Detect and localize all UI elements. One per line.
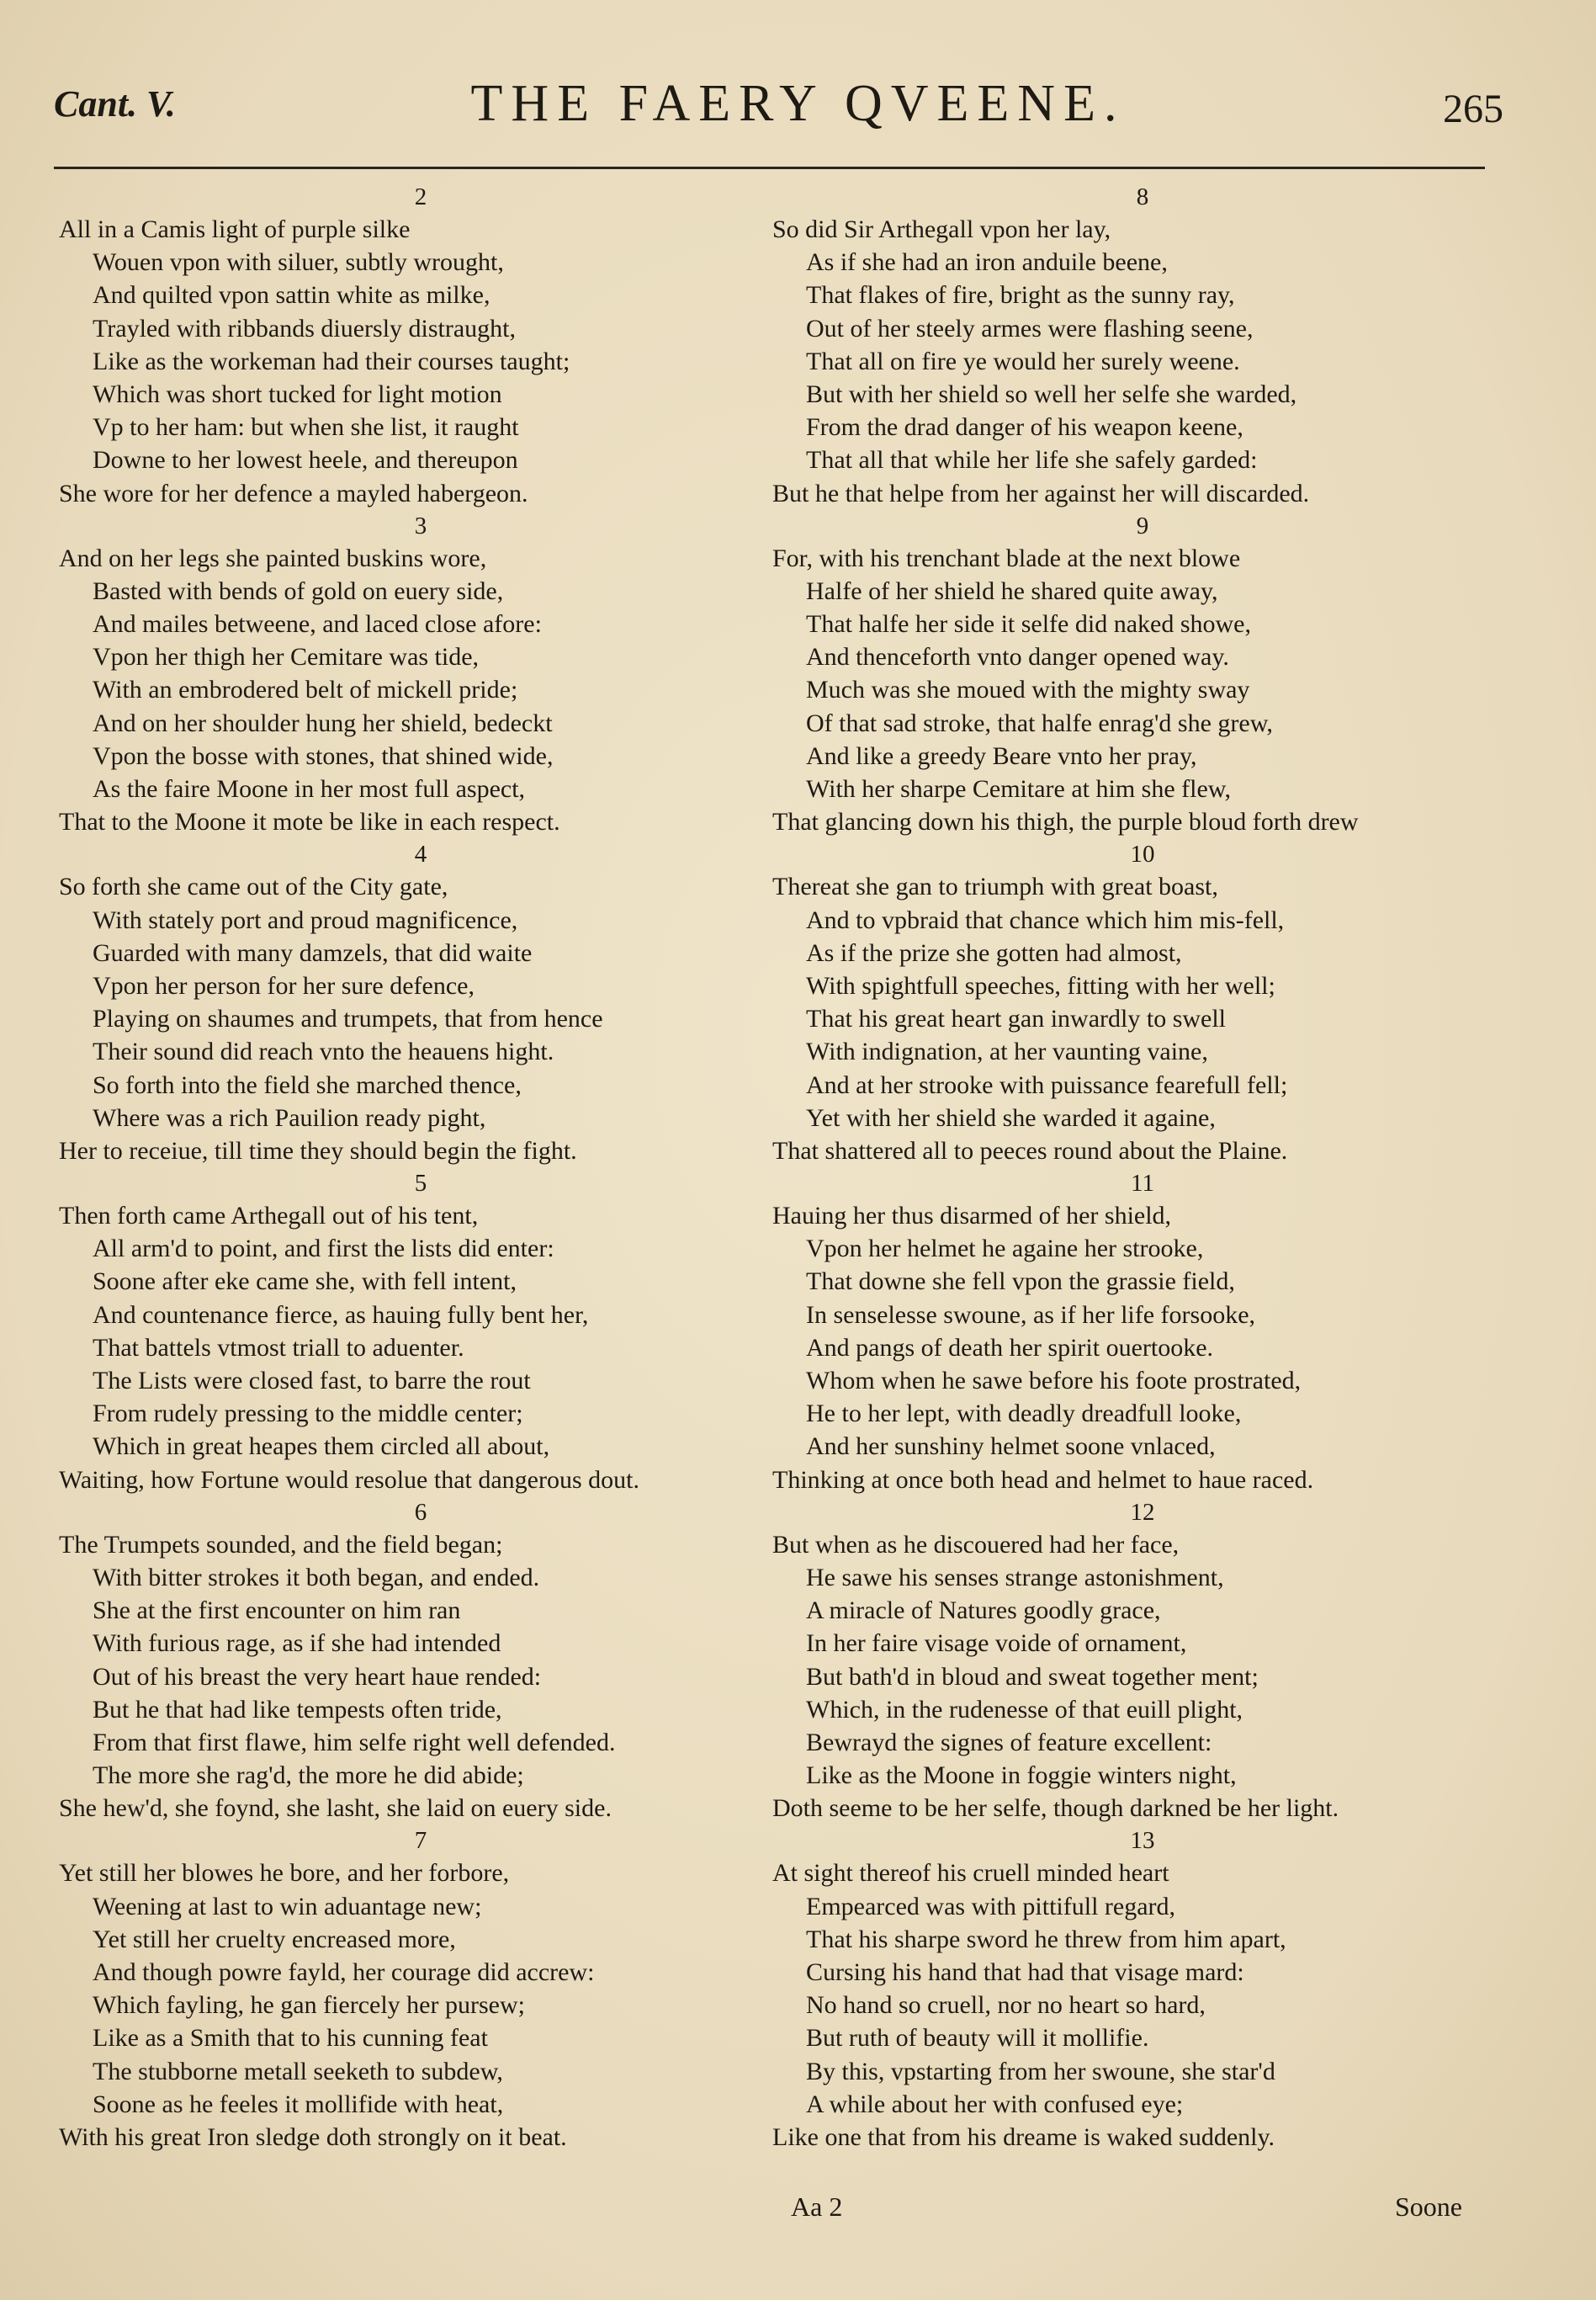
verse-line: In her faire visage voide of ornament, (806, 1629, 1187, 1658)
verse-line: Like as the Moone in foggie winters night, (806, 1761, 1237, 1790)
signature-mark: Aa 2 (791, 2191, 843, 2222)
verse-line: That all on fire ye would her surely weene. (806, 347, 1240, 375)
page-footer (0, 2191, 1596, 2234)
stanza-number: 2 (414, 183, 427, 210)
stanza (772, 1825, 1513, 2154)
verse-line: Their sound did reach vnto the heauens hight. (93, 1038, 554, 1066)
verse-line: And on her shoulder hung her shield, bedeckt (93, 709, 553, 737)
verse-line: Yet still her cruelty encreased more, (93, 1925, 456, 1953)
stanza-number: 4 (414, 841, 427, 868)
verse-line: Halfe of her shield he shared quite away, (806, 576, 1218, 605)
verse-line: That to the Moone it mote be like in each respect. (59, 808, 560, 837)
running-title: THE FAERY QVEENE. (470, 75, 1126, 132)
verse-line: A miracle of Natures goodly grace, (806, 1596, 1161, 1625)
verse-line: In senselesse swoune, as if her life forsooke, (806, 1300, 1256, 1329)
stanza-number: 11 (1131, 1170, 1154, 1198)
verse-line: Soone as he feeles it mollifide with heat, (93, 2090, 504, 2118)
verse-line: Guarded with many damzels, that did waite (93, 938, 533, 967)
verse-line: Like one that from his dreame is waked suddenly. (772, 2122, 1275, 2151)
verse-line: As if the prize she gotten had almost, (806, 938, 1182, 967)
catchword: Soone (1395, 2191, 1462, 2222)
verse-line: Of that sad stroke, that halfe enrag'd she grew, (806, 709, 1273, 737)
verse-line: Which was short tucked for light motion (93, 380, 502, 408)
stanza-number: 9 (1136, 512, 1149, 539)
verse-line: With spightfull speeches, fitting with her well; (806, 971, 1275, 1000)
verse-line: As the faire Moone in her most full aspect, (93, 775, 526, 803)
verse-line: That his sharpe sword he threw from him apart, (806, 1925, 1286, 1953)
verse-line: Her to receiue, till time they should begin the fight. (59, 1136, 577, 1165)
verse-line: Which fayling, he gan fiercely her pursew; (93, 1991, 525, 2020)
verse-line: He sawe his senses strange astonishment, (806, 1563, 1224, 1591)
stanza-number: 13 (1130, 1827, 1155, 1855)
stanza-number: 7 (414, 1827, 427, 1855)
verse-line: The stubborne metall seeketh to subdew, (93, 2057, 503, 2085)
verse-line: Whom when he sawe before his foote prostrated, (806, 1367, 1302, 1394)
stanza-number: 10 (1130, 841, 1155, 868)
verse-line: And on her legs she painted buskins wore, (59, 544, 487, 572)
verse-line: Vpon her thigh her Cemitare was tide, (93, 643, 480, 672)
verse-line: With furious rage, as if she had intended (93, 1629, 501, 1658)
verse-line: And at her strooke with puissance fearefull fell; (806, 1070, 1288, 1099)
verse-line: Then forth came Arthegall out of his tent, (59, 1202, 479, 1230)
header-rule (54, 167, 1485, 169)
verse-line: And countenance fierce, as hauing fully bent her, (93, 1300, 589, 1329)
verse-line: Weening at last to win aduantage new; (93, 1892, 482, 1920)
verse-line: The more she rag'd, the more he did abide; (93, 1761, 524, 1790)
verse-line: But when as he discouered had her face, (772, 1530, 1180, 1559)
verse-line: She at the first encounter on him ran (93, 1596, 461, 1625)
verse-line: Thinking at once both head and helmet to haue raced. (772, 1465, 1314, 1494)
stanza (59, 510, 782, 839)
verse-line: But bath'd in bloud and sweat together ment; (806, 1662, 1259, 1691)
verse-line: That all that while her life she safely garded: (806, 446, 1258, 475)
verse-line: That glancing down his thigh, the purple bloud forth drew (772, 808, 1359, 837)
stanza-number: 8 (1136, 183, 1149, 210)
verse-line: And her sunshiny helmet soone vnlaced, (806, 1432, 1216, 1461)
stanza (772, 510, 1513, 839)
verse-line: Which, in the rudenesse of that euill plight, (806, 1695, 1243, 1724)
verse-line: That flakes of fire, bright as the sunny ray, (806, 281, 1235, 310)
verse-line: Yet still her blowes he bore, and her forbore, (59, 1859, 510, 1888)
verse-line: A while about her with confused eye; (806, 2090, 1184, 2118)
verse-line: The Trumpets sounded, and the field began; (59, 1530, 503, 1559)
verse-line: And thenceforth vnto danger opened way. (806, 643, 1229, 672)
verse-line: From rudely pressing to the middle center; (93, 1400, 523, 1428)
verse-line: Wouen vpon with siluer, subtly wrought, (93, 248, 504, 277)
verse-line: And pangs of death her spirit ouertooke. (806, 1333, 1214, 1362)
stanza-number: 3 (414, 512, 427, 539)
verse-line: Which in great heapes them circled all about, (93, 1432, 550, 1461)
stanza-number: 6 (414, 1498, 427, 1526)
verse-line: But ruth of beauty will it mollifie. (806, 2024, 1149, 2053)
verse-line: Like as a Smith that to his cunning feat (93, 2024, 488, 2053)
verse-line: Much was she moued with the mighty sway (806, 676, 1250, 704)
verse-line: All in a Camis light of purple silke (59, 215, 411, 243)
verse-line: So forth she came out of the City gate, (59, 873, 448, 901)
stanza (59, 1167, 782, 1496)
verse-line: Trayled with ribbands diuersly distraught, (93, 314, 517, 343)
page-number: 265 (1443, 87, 1503, 131)
verse-line: As if she had an iron anduile beene, (806, 248, 1168, 277)
verse-line: And mailes betweene, and laced close afore: (93, 610, 542, 639)
verse-line: Waiting, how Fortune would resolue that dangerous dout. (59, 1465, 639, 1494)
verse-line: With her sharpe Cemitare at him she flew, (806, 775, 1232, 803)
verse-line: Vpon the bosse with stones, that shined wide, (93, 741, 554, 770)
verse-line: For, with his trenchant blade at the next blowe (772, 544, 1241, 572)
verse-line: But he that had like tempests often tride, (93, 1695, 502, 1724)
verse-line: Cursing his hand that had that visage mard: (806, 1958, 1244, 1986)
verse-line: So did Sir Arthegall vpon her lay, (772, 215, 1111, 243)
verse-line: With his great Iron sledge doth strongly on it beat. (59, 2122, 567, 2151)
right-column (772, 181, 1513, 2154)
verse-line: With an embrodered belt of mickell pride; (93, 676, 518, 704)
verse-line: No hand so cruell, nor no heart so hard, (806, 1991, 1206, 2020)
verse-line: And though powre fayld, her courage did accrew: (93, 1958, 595, 1986)
verse-line: She wore for her defence a mayled habergeon. (59, 479, 528, 507)
verse-line: With indignation, at her vaunting vaine, (806, 1038, 1208, 1066)
stanza-number: 5 (414, 1170, 427, 1198)
verse-line: The Lists were closed fast, to barre the rout (93, 1367, 531, 1394)
stanza (59, 1825, 782, 2154)
left-column (59, 181, 782, 2154)
verse-line: That shattered all to peeces round about the Plaine. (772, 1136, 1288, 1165)
verse-line: Bewrayd the signes of feature excellent: (806, 1728, 1212, 1756)
verse-line: But with her shield so well her selfe she warded, (806, 380, 1297, 408)
verse-line: At sight thereof his cruell minded heart (772, 1859, 1169, 1888)
verse-line: From that first flawe, him selfe right well defended. (93, 1728, 616, 1756)
stanza (772, 1496, 1513, 1825)
verse-line: Hauing her thus disarmed of her shield, (772, 1202, 1172, 1230)
verse-line: Yet with her shield she warded it againe, (806, 1103, 1216, 1132)
verse-line: He to her lept, with deadly dreadfull looke, (806, 1400, 1242, 1428)
verse-line: Like as the workeman had their courses taught; (93, 347, 570, 375)
verse-line: Thereat she gan to triumph with great boast, (772, 873, 1218, 901)
page-header (50, 59, 1546, 143)
verse-line: And quilted vpon sattin white as milke, (93, 281, 490, 310)
verse-line: By this, vpstarting from her swoune, she star'd (806, 2057, 1275, 2085)
verse-line: Vpon her helmet he againe her strooke, (806, 1235, 1204, 1263)
stanza (59, 1496, 782, 1825)
verse-line: That halfe her side it selfe did naked showe, (806, 610, 1251, 639)
verse-line: That his great heart gan inwardly to swell (806, 1005, 1227, 1033)
verse-line: Basted with bends of gold on euery side, (93, 576, 504, 605)
stanza (772, 181, 1513, 510)
verse-line: And like a greedy Beare vnto her pray, (806, 741, 1197, 770)
verse-line: Out of her steely armes were flashing seene, (806, 314, 1254, 343)
verse-line: She hew'd, she foynd, she lasht, she laid on euery side. (59, 1794, 612, 1823)
verse-line: Empearced was with pittifull regard, (806, 1892, 1176, 1920)
verse-line: Soone after eke came she, with fell intent, (93, 1267, 517, 1296)
verse-line: Vp to her ham: but when she list, it raught (93, 413, 519, 442)
verse-line: From the drad danger of his weapon keene, (806, 413, 1243, 442)
canto-label: Cant. V. (54, 83, 176, 125)
verse-line: Out of his breast the very heart haue rended: (93, 1662, 542, 1691)
stanza (772, 838, 1513, 1167)
verse-line: All arm'd to point, and first the lists did enter: (93, 1235, 554, 1263)
stanza (59, 181, 782, 510)
verse-line: Where was a rich Pauilion ready pight, (93, 1103, 486, 1132)
stanza (59, 838, 782, 1167)
verse-line: And to vpbraid that chance which him mis-fell, (806, 906, 1285, 934)
verse-line: That downe she fell vpon the grassie field, (806, 1267, 1235, 1296)
verse-line: But he that helpe from her against her will discarded. (772, 479, 1310, 507)
verse-line: With bitter strokes it both began, and ended. (93, 1563, 540, 1591)
stanza (772, 1167, 1513, 1496)
verse-line: Doth seeme to be her selfe, though darkned be her light. (772, 1794, 1339, 1823)
verse-line: Vpon her person for her sure defence, (93, 971, 475, 1000)
stanza-number: 12 (1130, 1498, 1155, 1526)
verse-line: That battels vtmost triall to aduenter. (93, 1333, 464, 1362)
verse-line: So forth into the field she marched thence, (93, 1070, 522, 1099)
verse-line: Downe to her lowest heele, and thereupon (93, 446, 518, 475)
verse-line: Playing on shaumes and trumpets, that from hence (93, 1005, 603, 1033)
verse-line: With stately port and proud magnificence, (93, 906, 518, 934)
